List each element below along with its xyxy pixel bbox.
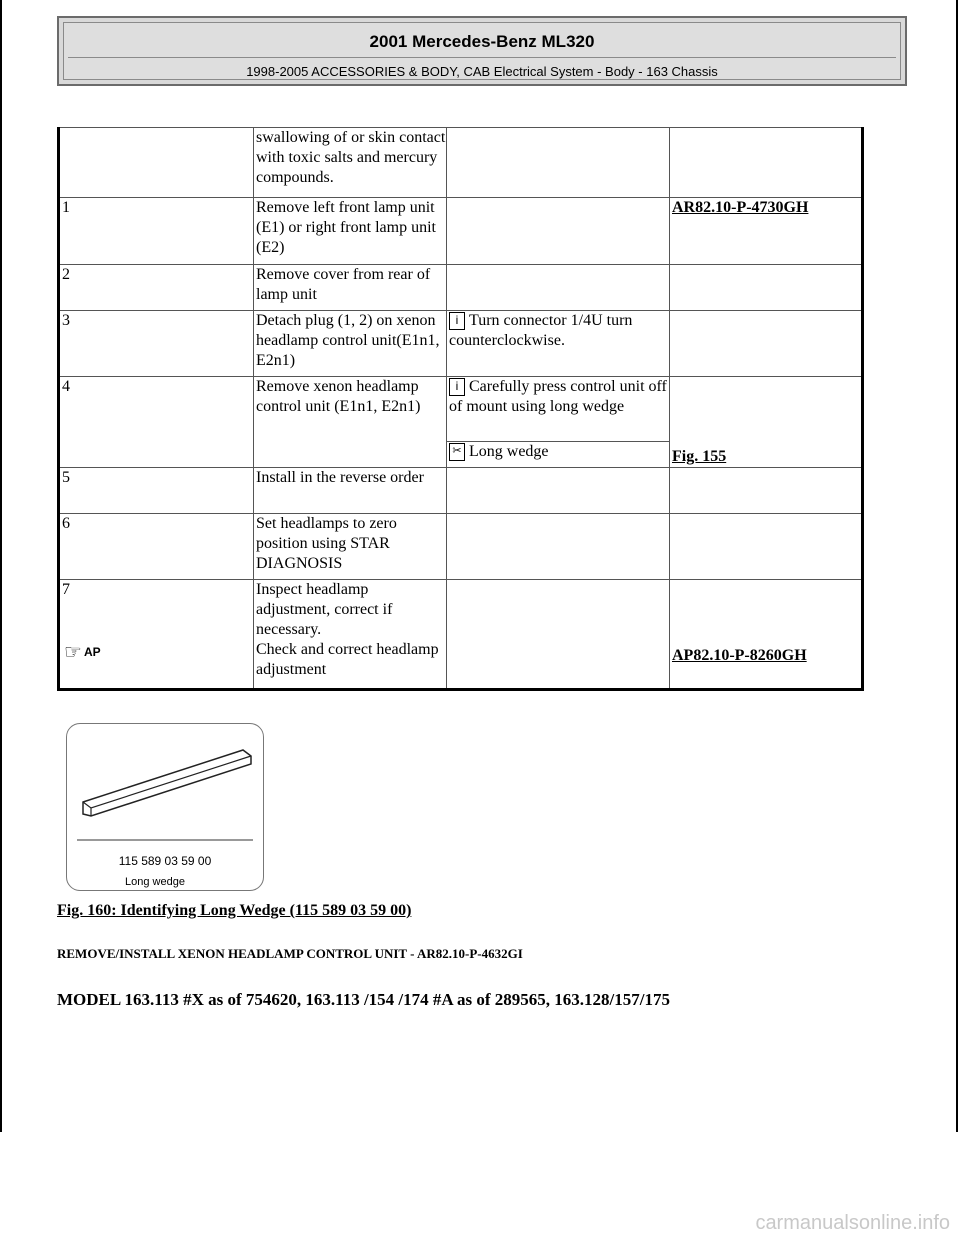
figure-label: Long wedge: [125, 876, 185, 888]
step-number: 6: [59, 514, 254, 580]
table-row: [59, 265, 863, 311]
step-number: 3: [59, 311, 254, 377]
table-row: [59, 580, 863, 690]
step-number: 4: [59, 377, 254, 468]
note-cell: [447, 377, 669, 442]
step-text: Remove cover from rear of lamp unit: [254, 265, 447, 311]
step-text: Detach plug (1, 2) on xenon headlamp control unit(E1n1, E2n1): [254, 311, 447, 377]
tool-icon: ✂: [449, 443, 465, 461]
long-wedge-figure: [66, 723, 264, 891]
step-reference: [670, 377, 863, 468]
header-title: 2001 Mercedes-Benz ML320: [369, 32, 595, 51]
page-border-left: [0, 0, 2, 1132]
step-reference: [670, 514, 863, 580]
step-text: swallowing of or skin contact with toxic salts and mercury compounds.: [254, 128, 447, 198]
pointing-hand-icon: ☞: [64, 641, 82, 664]
step-text-cell: [254, 580, 447, 690]
step-note: [447, 580, 670, 690]
tool-cell: [447, 442, 669, 462]
step-text: Set headlamps to zero position using STAR DIAGNOSIS: [254, 514, 447, 580]
step-note: [447, 311, 670, 377]
step-text-secondary: Check and correct headlamp adjustment: [256, 641, 439, 678]
step-reference: [670, 311, 863, 377]
ap-marker: [60, 642, 253, 662]
tool-text: Long wedge: [469, 443, 549, 460]
info-icon: i: [449, 312, 465, 330]
step-note: [447, 514, 670, 580]
step-reference: [670, 580, 863, 690]
step-text: Install in the reverse order: [254, 468, 447, 514]
figure-link[interactable]: Fig. 155: [672, 448, 727, 465]
table-row: [59, 377, 863, 468]
reference-link[interactable]: AP82.10-P-8260GH: [672, 647, 807, 664]
step-text: Remove left front lamp unit (E1) or right front lamp unit (E2): [254, 198, 447, 265]
step-reference: [670, 468, 863, 514]
header-subtitle: 1998-2005 ACCESSORIES & BODY, CAB Electrical System - Body - 163 Chassis: [246, 64, 718, 79]
table-row: [59, 468, 863, 514]
step-text: Inspect headlamp adjustment, correct if necessary.: [256, 581, 393, 638]
table-row: [59, 128, 863, 198]
model-applicability: MODEL 163.113 #X as of 754620, 163.113 /154 /174 #A as of 289565, 163.128/157/175: [57, 990, 670, 1009]
info-icon: i: [449, 378, 465, 396]
step-reference: [670, 265, 863, 311]
ap-label: AP: [83, 645, 101, 659]
step-number: 2: [59, 265, 254, 311]
figure-part-number: 115 589 03 59 00: [118, 854, 212, 868]
table-row: [59, 198, 863, 265]
header-divider: [68, 57, 896, 58]
step-number-cell: [59, 580, 254, 690]
note-text: Carefully press control unit off of mount using long wedge: [449, 378, 667, 415]
step-number: 7: [62, 581, 70, 598]
step-text: Remove xenon headlamp control unit (E1n1, E2n1): [254, 377, 447, 468]
step-reference: [670, 128, 863, 198]
page-border-right: [956, 0, 958, 1132]
step-note: [447, 128, 670, 198]
step-note: [447, 265, 670, 311]
table-row: [59, 514, 863, 580]
step-note: [447, 377, 670, 468]
table-row: [59, 311, 863, 377]
note-text: Turn connector 1/4U turn counterclockwise.: [449, 312, 633, 349]
step-number: 1: [59, 198, 254, 265]
procedure-table: [57, 127, 864, 691]
watermark: carmanualsonline.info: [755, 1212, 950, 1234]
reference-link[interactable]: AR82.10-P-4730GH: [672, 199, 809, 216]
section-title: REMOVE/INSTALL XENON HEADLAMP CONTROL UNIT - AR82.10-P-4632GI: [57, 946, 523, 961]
page-header: [57, 16, 907, 86]
step-number: [59, 128, 254, 198]
header-panel: [63, 22, 901, 80]
figure-caption[interactable]: Fig. 160: Identifying Long Wedge (115 589 03 59 00): [57, 902, 412, 919]
step-number: 5: [59, 468, 254, 514]
step-note: [447, 198, 670, 265]
step-note: [447, 468, 670, 514]
